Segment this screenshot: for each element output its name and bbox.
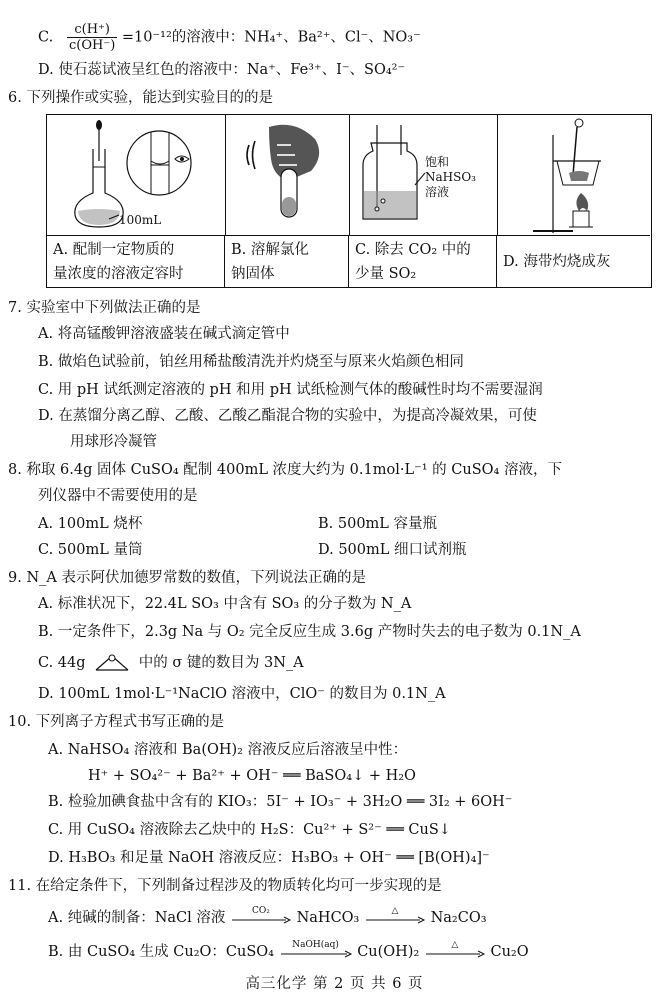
q8-stem-cont: 列仪器中不需要使用的是 — [38, 488, 198, 504]
q6-experiment-table — [46, 114, 652, 288]
q10-option-a-equation: H⁺ + SO₄²⁻ + Ba²⁺ + OH⁻ ══ BaSO₄↓ + H₂O — [88, 768, 416, 784]
q6-caption-b: B. 溶解氯化 钠固体 — [225, 235, 349, 287]
bottle-solution-label: 饱和 NaHSO₃ 溶液 — [425, 155, 476, 199]
q9-option-a: A. 标准状况下，22.4L SO₃ 中含有 SO₃ 的分子数为 N_A — [38, 596, 412, 612]
q11-option-b: B. 由 CuSO₄ 生成 Cu₂O：CuSO₄ NaOH(aq) Cu(OH)₂ △ Cu₂O — [48, 940, 529, 960]
q9-option-d: D. 100mL 1mol·L⁻¹NaClO 溶液中，ClO⁻ 的数目为 0.1N_A — [38, 686, 446, 702]
q7-option-c: C. 用 pH 试纸测定溶液的 pH 和用 pH 试纸检测气体的酸碱性时均不需要湿润 — [38, 382, 543, 398]
q10-option-d: D. H₃BO₃ 和足量 NaOH 溶液反应：H₃BO₃ + OH⁻ ══ [B(OH)₄]⁻ — [48, 850, 490, 866]
q7-option-b: B. 做焰色试验前，铂丝用稀盐酸清洗并灼烧至与原来火焰颜色相同 — [38, 354, 464, 370]
q5-option-d: D. 使石蕊试液呈红色的溶液中：Na⁺、Fe³⁺、I⁻、SO₄²⁻ — [38, 62, 406, 78]
q6-stem: 6. 下列操作或实验，能达到实验目的的是 — [8, 90, 273, 106]
q10-stem: 10. 下列离子方程式书写正确的是 — [8, 714, 225, 730]
concentration-ratio: $\frac{c(H^+)}{c(OH^-)}$ — [69, 22, 116, 53]
q6-caption-d: D. 海带灼烧成灰 — [497, 235, 650, 287]
q7-option-d: D. 在蒸馏分离乙醇、乙酸、乙酸乙酯混合物的实验中，为提高冷凝效果，可使 — [38, 408, 537, 424]
crucible-burner-figure — [497, 115, 650, 235]
q6-caption-a: A. 配制一定物质的 量浓度的溶液定容时 — [47, 235, 225, 287]
reaction-arrow-1: CO₂ — [230, 908, 292, 928]
q7-option-d-cont: 用球形冷凝管 — [70, 434, 157, 450]
hand-shaking-tube-figure — [225, 115, 350, 235]
q9-option-b: B. 一定条件下，2.3g Na 与 O₂ 完全反应生成 3.6g 产物时失去的电子数为 0.1N_A — [38, 624, 581, 640]
q8-option-d: D. 500mL 细口试剂瓶 — [318, 542, 467, 558]
volumetric-flask-figure — [47, 115, 226, 235]
q11-option-a: A. 纯碱的制备：NaCl 溶液 CO₂ NaHCO₃ △ Na₂CO₃ — [48, 906, 487, 926]
page-footer: 高三化学 第 2 页 共 6 页 — [245, 976, 424, 992]
ethylene-oxide-structure-icon — [90, 652, 134, 674]
q6-caption-c: C. 除去 CO₂ 中的 少量 SO₂ — [349, 235, 497, 287]
reaction-arrow-3: NaOH(aq) — [279, 942, 353, 962]
q10-option-c: C. 用 CuSO₄ 溶液除去乙炔中的 H₂S：Cu²⁺ + S²⁻ ══ CuS↓ — [48, 822, 451, 838]
gas-washing-bottle-figure — [349, 115, 498, 235]
q10-option-b: B. 检验加碘食盐中含有的 KIO₃：5I⁻ + IO₃⁻ + 3H₂O ══ 3I₂ + 6OH⁻ — [48, 794, 513, 810]
q7-stem: 7. 实验室中下列做法正确的是 — [8, 300, 201, 316]
q7-option-a: A. 将高锰酸钾溶液盛装在碱式滴定管中 — [38, 326, 290, 342]
q11-stem: 11. 在给定条件下，下列制备过程涉及的物质转化均可一步实现的是 — [8, 878, 442, 894]
q9-option-c: C. 44g 中的 σ 键的数目为 3N_A — [38, 652, 304, 674]
reaction-arrow-2: △ — [364, 908, 426, 928]
q9-stem: 9. N_A 表示阿伏加德罗常数的数值，下列说法正确的是 — [8, 570, 366, 586]
q8-stem: 8. 称取 6.4g 固体 CuSO₄ 配制 400mL 浓度大约为 0.1mol·L⁻¹ 的 CuSO₄ 溶液，下 — [8, 462, 562, 478]
flask-volume-label: 100mL — [119, 213, 162, 227]
q5-option-c: C. $\frac{c(H^+)}{c(OH^-)}$ =10⁻¹²的溶液中：NH₄⁺、Ba²⁺、Cl⁻、NO₃⁻ — [38, 22, 421, 53]
q8-option-a: A. 100mL 烧杯 — [38, 516, 143, 532]
q10-option-a: A. NaHSO₄ 溶液和 Ba(OH)₂ 溶液反应后溶液呈中性： — [48, 742, 408, 758]
reaction-arrow-4: △ — [424, 942, 486, 962]
q8-option-b: B. 500mL 容量瓶 — [318, 516, 438, 532]
q8-option-c: C. 500mL 量筒 — [38, 542, 143, 558]
